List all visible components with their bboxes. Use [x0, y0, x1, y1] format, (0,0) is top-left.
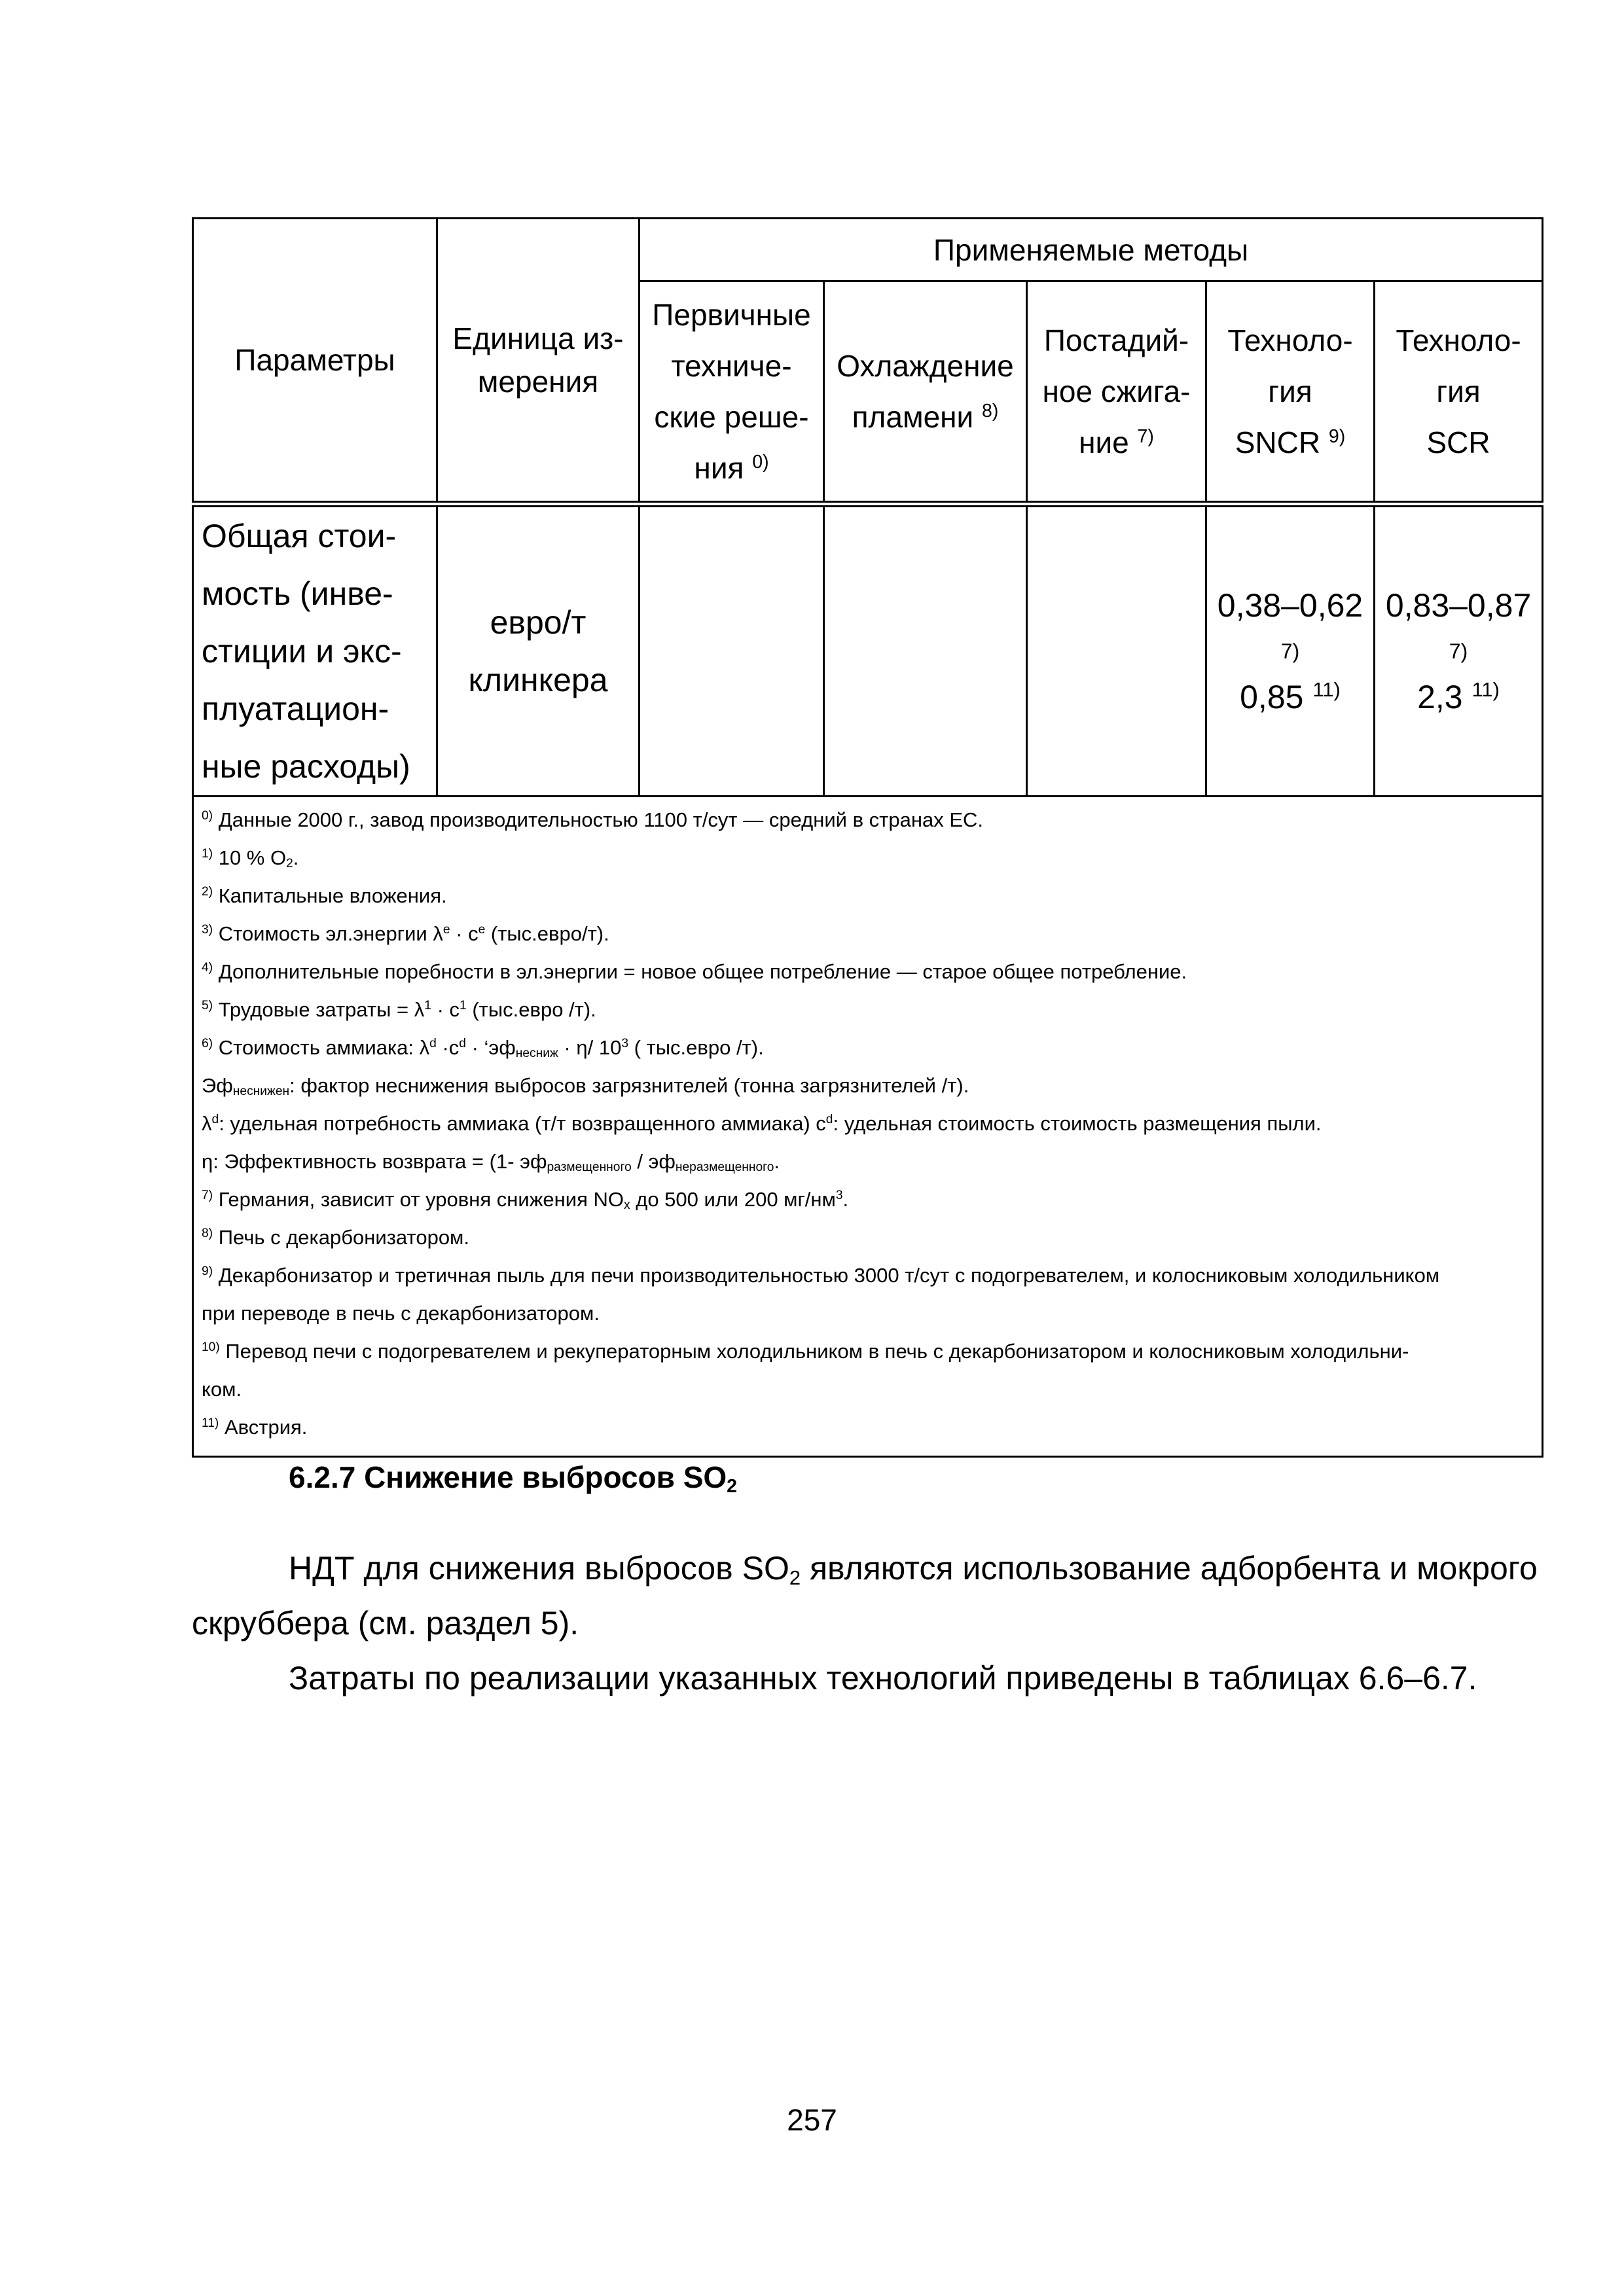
footnote-5: $^{5)}$ Трудовые затраты = $\lambda^1 \cdot с^1$ (тыс.евро /т).: [202, 997, 596, 1021]
sncr-value-1: 0,38–0,62: [1217, 586, 1363, 624]
sncr-note-2: 11): [1312, 678, 1341, 702]
row-param-text: Общая стои- мость (инве- стиции и экс- плуатацион- ные расходы): [202, 517, 410, 785]
row-unit-text: евро/т клинкера: [468, 603, 608, 698]
header-method-scr: [1375, 281, 1543, 504]
paragraph-1-line-2: скруббера (см. раздел 5).: [192, 1605, 579, 1641]
cell-scr-values: [1375, 504, 1543, 797]
footnote-9-cont: при переводе в печь с декарбонизатором.: [202, 1301, 600, 1325]
section-heading: 6.2.7 Снижение выбросов $SO_2$: [289, 1460, 738, 1498]
page-number: 257: [787, 2103, 837, 2137]
method-label-scr: Техноло- гия SCR: [1396, 323, 1521, 459]
paragraph-1-line-1: НДТ для снижения выбросов $SO_2$ являются использование адборбента и мокрого: [289, 1550, 1538, 1589]
row-param: [193, 504, 437, 797]
header-unit: [437, 219, 640, 504]
footnote-3: $^{3)}$ Стоимость эл.энергии $\lambda^e \cdot с^e$ (тыс.евро/т).: [202, 922, 609, 945]
method-label-sncr: Техноло- гия SNCR: [1227, 323, 1353, 459]
paragraph-2: Затраты по реализации указанных технологий приведены в таблицах 6.6–6.7.: [289, 1660, 1477, 1696]
footnote-eta: η: Эффективность возврата = (1- $эф_{размещенного} / эф_{неразмещенного}$.: [202, 1149, 780, 1175]
method-note-staged: 7): [1137, 426, 1154, 448]
header-unit-text: Единица из- мерения: [452, 321, 624, 399]
cost-table: [192, 217, 1543, 1458]
cell-flame-cooling-empty: [824, 504, 1027, 797]
cell-sncr-values: [1206, 504, 1375, 797]
header-method-primary: [640, 281, 824, 504]
method-note-sncr: 9): [1328, 426, 1346, 448]
method-note-flame-cooling: 8): [982, 401, 999, 422]
scr-note-1: 7): [1449, 639, 1468, 663]
footnote-9: $^{9)}$ Декарбонизатор и третичная пыль для печи производительностью 3000 т/сут с подогревателем, и колосниковым холодильником: [202, 1263, 1440, 1287]
scr-value-1: 0,83–0,87: [1385, 586, 1532, 624]
sncr-note-1: 7): [1280, 639, 1300, 663]
footnote-7: $^{7)}$ Германия, зависит от уровня снижения $NO_x$ до 500 или 200 $мг/нм^3$.: [202, 1187, 849, 1213]
method-label-staged: Постадий- ное сжига- ние: [1042, 323, 1191, 459]
method-note-primary: 0): [752, 452, 769, 473]
footnote-0: $^{0)}$ Данные 2000 г., завод производительностью 1100 т/сут — средний в странах ЕС.: [202, 808, 984, 831]
footnote-2: $^{2)}$ Капитальные вложения.: [202, 884, 447, 907]
header-method-flame-cooling: [824, 281, 1027, 504]
table-footnotes: [193, 796, 1543, 1456]
cell-primary-empty: [640, 504, 824, 797]
scr-value-2-line: [1375, 668, 1542, 726]
header-method-sncr: [1206, 281, 1375, 504]
footnote-10-cont: ком.: [202, 1377, 242, 1401]
scr-note-2: 11): [1471, 678, 1500, 702]
method-label-primary: Первичные техниче- ские реше- ния: [652, 297, 811, 485]
footnote-11: $^{11)}$ Австрия.: [202, 1415, 308, 1439]
scr-value-2: 2,3: [1417, 678, 1463, 715]
footnote-6: $^{6)}$ Стоимость аммиака: $\lambda^d \cdot с^d$ · ‘$эф_{несниж} \cdot \eta/$ $10^3$ ( тыс.евро /т).: [202, 1035, 764, 1061]
footnote-10: $^{10)}$ Перевод печи с подогревателем и рекуператорным холодильником в печь с декарбонизатором и колосниковым холодильни-: [202, 1339, 1409, 1363]
sncr-value-2-line: [1207, 668, 1373, 726]
method-label-flame-cooling: Охлаждение пламени: [837, 348, 1014, 434]
header-method-staged-combustion: [1027, 281, 1206, 504]
footnote-8: $^{8)}$ Печь с декарбонизатором.: [202, 1225, 469, 1249]
sncr-value-2: 0,85: [1240, 678, 1304, 715]
footnote-ef: $Эф_{неснижен}$: фактор неснижения выбросов загрязнителей (тонна загрязнителей /т).: [202, 1073, 969, 1099]
row-unit: [437, 504, 640, 797]
footnote-4: $^{4)}$ Дополнительные поребности в эл.энергии = новое общее потребление — старое общее потребление.: [202, 960, 1187, 983]
header-params: Параметры: [193, 219, 437, 504]
header-methods-group: Применяемые методы: [640, 219, 1543, 281]
footnote-1: $^{1)}$ 10 % $O_2$.: [202, 846, 299, 871]
footnote-lambda: $\lambda^d$: удельная потребность аммиака (т/т возвращенного аммиака) $с^d$: удельная стоимость стоимость размещения пыли.: [202, 1111, 1322, 1135]
table-row: [193, 504, 1543, 797]
cell-staged-empty: [1027, 504, 1206, 797]
